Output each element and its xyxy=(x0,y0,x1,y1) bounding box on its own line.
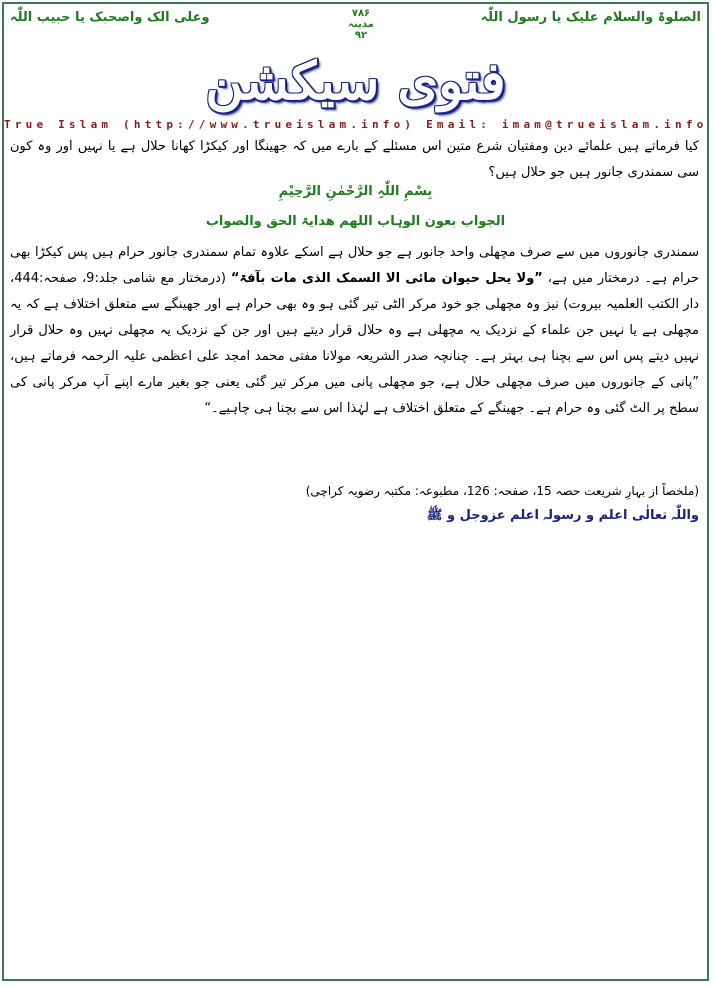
madina-badge xyxy=(341,8,381,41)
page-frame xyxy=(2,2,709,981)
badge-word-madina: مدینہ xyxy=(348,19,374,30)
badge-number-786: ۷۸۶ xyxy=(351,8,371,19)
question-text: کیا فرماتے ہیں علمائے دین ومفتیان شرع متین اس مسئلے کے بارے میں کہ جھینگا اور کیکڑا کھانا حلال ہے یا نہیں اور وہ کون سی سمندری جانور ہیں جو حلال ہیں؟ xyxy=(10,139,699,180)
answer-text xyxy=(10,240,699,422)
header-salutation-right: الصلوۃ والسلام علیک یا رسول اللّٰہ xyxy=(480,10,701,25)
source-note: (ملخصاً از بہارِ شریعت حصہ 15، صفحہ: 126، مطبوعہ: مکتبہ رضویہ کراچی) xyxy=(305,484,699,498)
closing-line: واللّٰہ تعالٰی اعلم و رسولہ اعلم عزوجل و ﷺ xyxy=(426,508,699,523)
contact-line: True Islam (http://www.trueislam.info) Email: imam@trueislam.info xyxy=(4,118,708,131)
page-title: فتوی سیکشن xyxy=(205,51,506,112)
header-salutation-left: وعلی الک واصحبک یا حبیب اللّٰہ xyxy=(10,10,210,25)
answer-part-1: سمندری جانوروں میں سے صرف مچھلی واحد جانور ہے جو حلال ہے اسکے علاوہ تمام سمندری جانور حرام ہیں پس کیکڑا بھی حرام ہے۔ درمختار میں ہے، xyxy=(10,245,699,286)
badge-number-92: ۹۲ xyxy=(354,30,368,41)
answer-heading: الجواب بعون الوہاب اللھم ھدایۃ الحق والصواب xyxy=(205,214,506,229)
arabic-quote: ”ولا یحل حیوان مائی الا السمک الذی مات بآفۃ“ xyxy=(230,271,543,286)
bismillah: بِسْمِ اللّٰہِ الرَّحْمٰنِ الرَّحِیْمِ xyxy=(278,184,433,199)
answer-part-2: (درمختار مع شامی جلد:9، صفحہ:444، دار الکتب العلمیہ بیروت) نیز وہ مچھلی جو خود مرکر الٹی تیر گئی ہو وہ بھی حرام ہے اور جھینگے سے متعلق اختلاف ہے کہ یہ مچھلی ہے یا نہیں جن علماء کے نزدیک یہ مچھلی ہے وہ حلال قرار دیتے ہیں اور جن کے نزدیک یہ مچھلی نہیں وہ حلال قرار نہیں دیتے پس اس سے بچنا ہی بہتر ہے۔ چنانچہ صدر الشریعہ مولانا مفتی محمد امجد علی اعظمی علیہ الرحمہ فرماتے ہیں، ”پانی کے جانوروں میں صرف مچھلی حلال ہے، جو مچھلی پانی میں مرکر تیر گئی یعنی جو بغیر مارے اپنے آپ مرکر پانی کی سطح پر الٹ گئی وہ حرام ہے۔ جھینگے کے متعلق اختلاف ہے لہٰذا اس سے بچنا ہی چاہیے۔“ xyxy=(10,271,699,416)
